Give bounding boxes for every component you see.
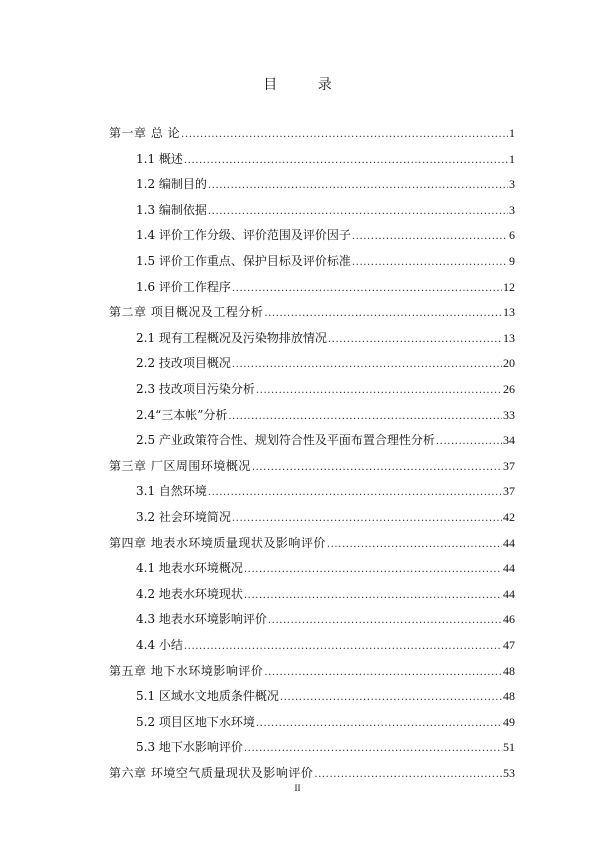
toc-entry-section-2-1[interactable] bbox=[136, 329, 515, 347]
toc-entry-page: 48 bbox=[503, 663, 515, 678]
toc-entry-chapter-5[interactable] bbox=[109, 662, 515, 680]
toc-entry-page: 44 bbox=[503, 586, 515, 601]
toc-entry-label: 4.4 小结 bbox=[136, 638, 183, 652]
toc-entry-label: 5.2 项目区地下水环境 bbox=[136, 714, 255, 729]
toc-entry-page: 42 bbox=[503, 510, 515, 524]
toc-entry-label: 1.1 概述 bbox=[136, 151, 183, 166]
dot-leader bbox=[352, 254, 508, 272]
toc-entry-chapter-2[interactable] bbox=[109, 303, 515, 321]
toc-entry-label: 1.5 评价工作重点、保护目标及评价标准 bbox=[136, 254, 351, 268]
dot-leader bbox=[232, 510, 502, 528]
toc-entry-section-1-6[interactable] bbox=[136, 278, 515, 296]
toc-entry-label: 5.1 区域水文地质条件概况 bbox=[136, 689, 279, 704]
toc-entry-chapter-1[interactable] bbox=[109, 124, 515, 142]
dot-leader bbox=[264, 305, 502, 323]
dot-leader bbox=[256, 382, 502, 400]
toc-entry-label: 1.2 编制目的 bbox=[136, 177, 207, 192]
toc-entry-label: 2.3 技改项目污染分析 bbox=[136, 382, 255, 396]
toc-entry-page: 51 bbox=[503, 740, 515, 755]
toc-entry-page: 53 bbox=[503, 766, 515, 780]
dot-leader bbox=[228, 408, 502, 426]
toc-entry-label: 4.3 地表水环境影响评价 bbox=[136, 612, 267, 627]
toc-entry-page: 3 bbox=[509, 177, 515, 192]
toc-entry-label: 2.5 产业政策符合性、规划符合性及平面布置合理性分析 bbox=[136, 433, 435, 448]
toc-entry-label: 4.1 地表水环境概况 bbox=[136, 561, 243, 576]
dot-leader bbox=[232, 280, 502, 298]
toc-entry-page: 37 bbox=[503, 458, 515, 473]
toc-entry-label: 2.4“三本帐”分析 bbox=[136, 407, 228, 422]
dot-leader bbox=[264, 664, 502, 682]
toc-entry-chapter-4[interactable] bbox=[109, 534, 515, 552]
dot-leader bbox=[244, 587, 502, 605]
toc-entry-section-1-1[interactable] bbox=[136, 150, 515, 168]
dot-leader bbox=[208, 177, 508, 195]
toc-entry-label: 3.2 社会环境简况 bbox=[136, 510, 231, 524]
dot-leader bbox=[268, 612, 502, 630]
dot-leader bbox=[327, 536, 502, 554]
toc-entry-section-2-5[interactable] bbox=[136, 431, 515, 449]
toc-entry-label: 4.2 地表水环境现状 bbox=[136, 586, 243, 601]
toc-entry-label: 第六章 环境空气质量现状及影响评价 bbox=[109, 766, 314, 780]
toc-entry-page: 9 bbox=[509, 254, 515, 268]
toc-entry-page: 48 bbox=[503, 689, 515, 704]
toc-entry-page: 20 bbox=[503, 356, 515, 371]
toc-entry-page: 1 bbox=[509, 151, 515, 166]
toc-entry-label: 5.3 地下水影响评价 bbox=[136, 740, 243, 755]
toc-entry-page: 13 bbox=[503, 305, 515, 320]
toc-entry-page: 13 bbox=[503, 330, 515, 345]
toc-entry-label: 3.1 自然环境 bbox=[136, 484, 207, 499]
toc-entry-label: 第二章 项目概况及工程分析 bbox=[109, 305, 264, 320]
dot-leader bbox=[436, 433, 502, 451]
toc-entry-label: 第四章 地表水环境质量现状及影响评价 bbox=[109, 535, 326, 550]
toc-entry-page: 44 bbox=[503, 535, 515, 550]
page-number: II bbox=[294, 783, 301, 793]
toc-entry-section-2-4[interactable] bbox=[136, 406, 515, 424]
dot-leader bbox=[252, 459, 502, 477]
toc-entry-page: 1 bbox=[509, 126, 515, 140]
dot-leader bbox=[208, 484, 502, 502]
toc-entry-page: 26 bbox=[503, 382, 515, 396]
dot-leader bbox=[184, 152, 508, 170]
toc-entry-chapter-6[interactable] bbox=[109, 764, 515, 782]
dot-leader bbox=[208, 203, 508, 221]
dot-leader bbox=[328, 331, 502, 349]
dot-leader bbox=[352, 228, 508, 246]
toc-entry-page: 37 bbox=[503, 484, 515, 499]
toc-entry-label: 1.3 编制依据 bbox=[136, 202, 207, 217]
toc-entry-section-3-2[interactable] bbox=[136, 508, 515, 526]
toc-entry-label: 2.1 现有工程概况及污染物排放情况 bbox=[136, 330, 327, 345]
toc-entry-section-5-3[interactable] bbox=[136, 738, 515, 756]
toc-entry-section-3-1[interactable] bbox=[136, 482, 515, 500]
toc-entry-section-1-4[interactable] bbox=[136, 226, 515, 244]
toc-entry-page: 46 bbox=[503, 612, 515, 627]
toc-entry-label: 第三章 厂区周围环境概况 bbox=[109, 458, 251, 473]
toc-entry-page: 44 bbox=[503, 561, 515, 576]
toc-entry-page: 6 bbox=[509, 228, 515, 243]
toc-entry-section-1-2[interactable] bbox=[136, 175, 515, 193]
toc-entry-page: 12 bbox=[503, 279, 515, 294]
dot-leader bbox=[244, 561, 502, 579]
dot-leader bbox=[232, 356, 502, 374]
dot-leader bbox=[314, 766, 502, 784]
toc-entry-section-5-1[interactable] bbox=[136, 687, 515, 705]
toc-entry-label: 2.2 技改项目概况 bbox=[136, 356, 231, 371]
toc-title: 目 录 bbox=[263, 77, 350, 93]
dot-leader bbox=[280, 689, 502, 707]
toc-entry-section-4-1[interactable] bbox=[136, 559, 515, 577]
toc-entry-section-4-2[interactable] bbox=[136, 585, 515, 603]
toc-entry-page: 34 bbox=[503, 433, 515, 448]
toc-entry-section-5-2[interactable] bbox=[136, 713, 515, 731]
toc-entry-section-4-3[interactable] bbox=[136, 610, 515, 628]
toc-entry-section-2-2[interactable] bbox=[136, 354, 515, 372]
toc-entry-page: 33 bbox=[503, 407, 515, 422]
toc-entry-page: 3 bbox=[509, 202, 515, 217]
toc-entry-section-1-5[interactable] bbox=[136, 252, 515, 270]
toc-entry-label: 1.6 评价工作程序 bbox=[136, 279, 231, 294]
toc-entry-label: 1.4 评价工作分级、评价范围及评价因子 bbox=[136, 228, 351, 243]
toc-entry-section-4-4[interactable] bbox=[136, 636, 515, 654]
toc-entry-page: 49 bbox=[503, 714, 515, 729]
toc-entry-chapter-3[interactable] bbox=[109, 457, 515, 475]
dot-leader bbox=[244, 740, 502, 758]
toc-entry-label: 第一章 总 论 bbox=[109, 126, 181, 140]
toc-entry-label: 第五章 地下水环境影响评价 bbox=[109, 663, 264, 678]
toc-entry-page: 47 bbox=[503, 638, 515, 652]
dot-leader bbox=[256, 715, 502, 733]
dot-leader bbox=[181, 126, 508, 144]
toc-entry-section-2-3[interactable] bbox=[136, 380, 515, 398]
dot-leader bbox=[184, 638, 502, 656]
toc-entry-section-1-3[interactable] bbox=[136, 201, 515, 219]
